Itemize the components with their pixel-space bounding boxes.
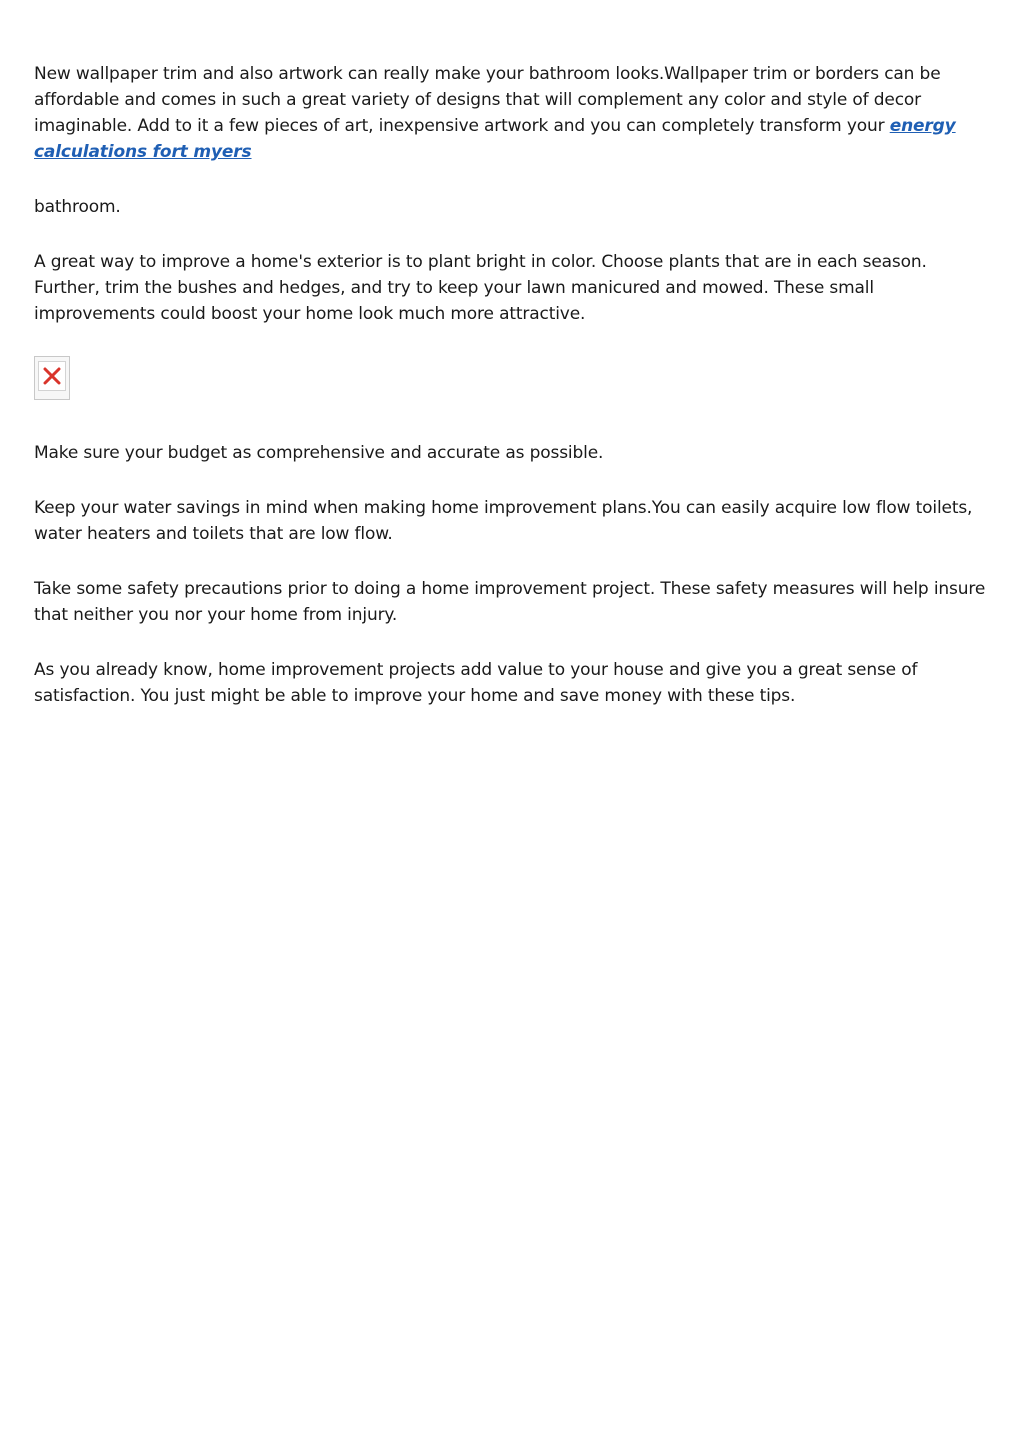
paragraph-wallpaper-text: New wallpaper trim and also artwork can really make your bathroom looks.Wallpaper trim or borders can be affordable and comes in such a great variety of designs that will complement any color and style of decor imaginable. Add to it a few pieces of art, inexpensive artwork and you can completely transform your bbox=[34, 64, 941, 136]
close-icon bbox=[43, 367, 61, 385]
broken-image-icon bbox=[34, 356, 70, 400]
paragraph-wallpaper bbox=[34, 61, 994, 165]
paragraph-conclusion: As you already know, home improvement projects add value to your house and give you a great sense of satisfaction. You just might be able to improve your home and save money with these tips. bbox=[34, 660, 918, 706]
document-body bbox=[34, 61, 994, 738]
paragraph-bathroom: bathroom. bbox=[34, 197, 121, 217]
paragraph-budget: Make sure your budget as comprehensive and accurate as possible. bbox=[34, 443, 604, 463]
broken-image-frame bbox=[38, 361, 66, 391]
paragraph-exterior: A great way to improve a home's exterior is to plant bright in color. Choose plants that are in each season. Further, trim the bushes and hedges, and try to keep your lawn manicured and mowed. These small improvements could boost your home look much more attractive. bbox=[34, 252, 927, 324]
energy-calculations-link[interactable]: energy calculations fort myers bbox=[34, 116, 956, 162]
paragraph-water-savings: Keep your water savings in mind when making home improvement plans.You can easily acquire low flow toilets, water heaters and toilets that are low flow. bbox=[34, 498, 973, 544]
paragraph-safety: Take some safety precautions prior to doing a home improvement project. These safety measures will help insure that neither you nor your home from injury. bbox=[34, 579, 986, 625]
